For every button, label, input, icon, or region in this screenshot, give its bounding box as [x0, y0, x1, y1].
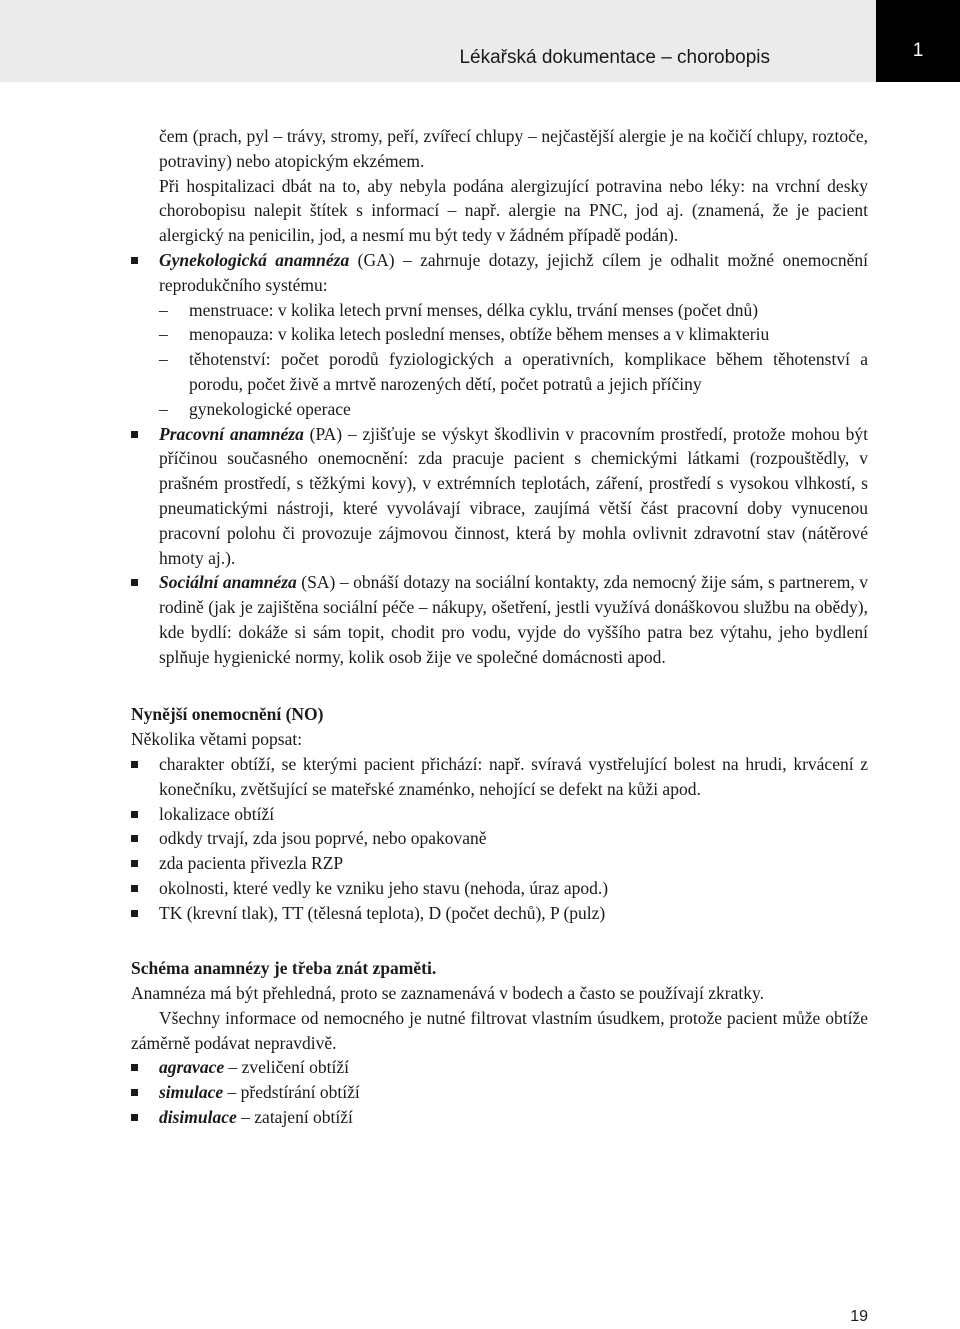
page-number: 19: [850, 1308, 868, 1325]
item-text: (PA) – zjišťuje se výskyt škodlivin v pracovním prostředí, protože mohou být příčinou současného onemocnění: zda pracuje pacient s chemickými látkami (rozpouštědly, v prašném prostředí, s těžkými kovy), v extrémních teplotách, záření, prostředí s vysokou vlhkostí, s pneumatickými nástroji, které vyvolávají vibrace, zaujímá větší část pracovní doby vynucenou pracovní polohu či provozuje zájmovou činnost, která by mohla ovlivnit zdravotní stav (nátěrové hmoty aj.).: [159, 423, 868, 568]
subitem-pregnancy: – těhotenství: počet porodů fyziologických a operativních, komplikace během těhotenství a porodu, počet živě a mrtvě narozených dětí, počet potratů a jejich příčiny: [159, 347, 868, 397]
list-item-aggravation: [131, 1055, 868, 1080]
intro-paragraph-2: Při hospitalizaci dbát na to, aby nebyla podána alergizující potravina nebo léky: na vrchní desky chorobopisu nalepit štítek s informací – např. alergie na PNC, jod aj. (znamená, že je pacient alergický na penicilin, jod, a nesmí mu být tedy v žádném případě podán).: [159, 175, 868, 246]
list-item: zda pacienta přivezla RZP: [131, 851, 868, 876]
list-item-simulation: [131, 1080, 868, 1105]
list-item: TK (krevní tlak), TT (tělesná teplota), D (počet dechů), P (pulz): [131, 901, 868, 926]
anamnesis-list-continued: [131, 422, 868, 670]
term-dissimulation: disimulace: [159, 1107, 237, 1128]
gynecological-subitems: [131, 298, 868, 422]
list-item: okolnosti, které vedly ke vzniku jeho stavu (nehoda, úraz apod.): [131, 876, 868, 901]
item-text: – zatajení obtíží: [236, 1107, 353, 1128]
term-gynecological: Gynekologická anamnéza: [159, 249, 350, 270]
anamnesis-list: [131, 248, 868, 298]
section-intro: Několika větami popsat:: [131, 729, 303, 750]
list-item: lokalizace obtíží: [131, 802, 868, 827]
schema-terms-list: [131, 1055, 868, 1129]
term-simulation: simulace: [159, 1082, 224, 1103]
item-text: – předstírání obtíží: [223, 1082, 360, 1103]
chapter-number: 1: [912, 40, 924, 61]
page-body: [131, 124, 868, 1130]
subitem-menopause: – menopauza: v kolika letech poslední menses, obtíže během menses a v klimakteriu: [159, 322, 868, 347]
section-heading-current-illness: Nynější onemocnění (NO): [131, 704, 324, 725]
item-text: – zveličení obtíží: [224, 1057, 350, 1078]
schema-paragraph-2: Všechny informace od nemocného je nutné filtrovat vlastním úsudkem, protože pacient může obtíže záměrně podávat nepravdivě.: [131, 1007, 868, 1053]
subitem-menstruation: – menstruace: v kolika letech první menses, délka cyklu, trvání menses (počet dnů): [159, 298, 868, 323]
list-item-social: [131, 570, 868, 669]
list-item-dissimulation: [131, 1105, 868, 1130]
list-item-gynecological: [131, 248, 868, 298]
header-title: Lékařská dokumentace – chorobopis: [459, 47, 770, 68]
term-occupational: Pracovní anamnéza: [159, 423, 304, 444]
section-heading-schema: Schéma anamnézy je třeba znát zpaměti.: [131, 958, 437, 979]
term-social: Sociální anamnéza: [159, 572, 297, 593]
list-item: odkdy trvají, zda jsou poprvé, nebo opakovaně: [131, 826, 868, 851]
list-item: charakter obtíží, se kterými pacient přichází: např. svíravá vystřelující bolest na hrudi, krvácení z konečníku, zvětšující se mateřské znaménko, nehojící se defekt na kůži apod.: [131, 752, 868, 802]
list-item-occupational: [131, 422, 868, 571]
item-text: (SA) – obnáší dotazy na sociální kontakty, zda nemocný žije sám, s partnerem, v rodině (jak je zajištěna sociální péče – nákupy, ošetření, jestli využívá donáškovou službu na obědy), kde bydlí: dokáže si sám topit, chodit pro vodu, vyjde do vyššího patra bez výtahu, jeho bydlení splňuje hygienické normy, kolik osob žije ve společné domácnosti apod.: [159, 572, 868, 667]
current-illness-list: [131, 752, 868, 926]
item-text: (GA) – zahrnuje dotazy, jejichž cílem je odhalit možné onemocnění reprodukčního systému:: [159, 249, 868, 295]
intro-paragraph-1: čem (prach, pyl – trávy, stromy, peří, zvířecí chlupy – nejčastější alergie je na kočičí chlupy, roztoče, potraviny) nebo atopickým ekzémem.: [159, 126, 868, 171]
schema-paragraph-1: Anamnéza má být přehledná, proto se zaznamenává v bodech a často se používají zkratky.: [131, 983, 764, 1004]
subitem-operations: – gynekologické operace: [159, 397, 868, 422]
chapter-number-tab: [876, 0, 960, 82]
running-header: [0, 0, 876, 82]
term-aggravation: agravace: [159, 1057, 225, 1078]
